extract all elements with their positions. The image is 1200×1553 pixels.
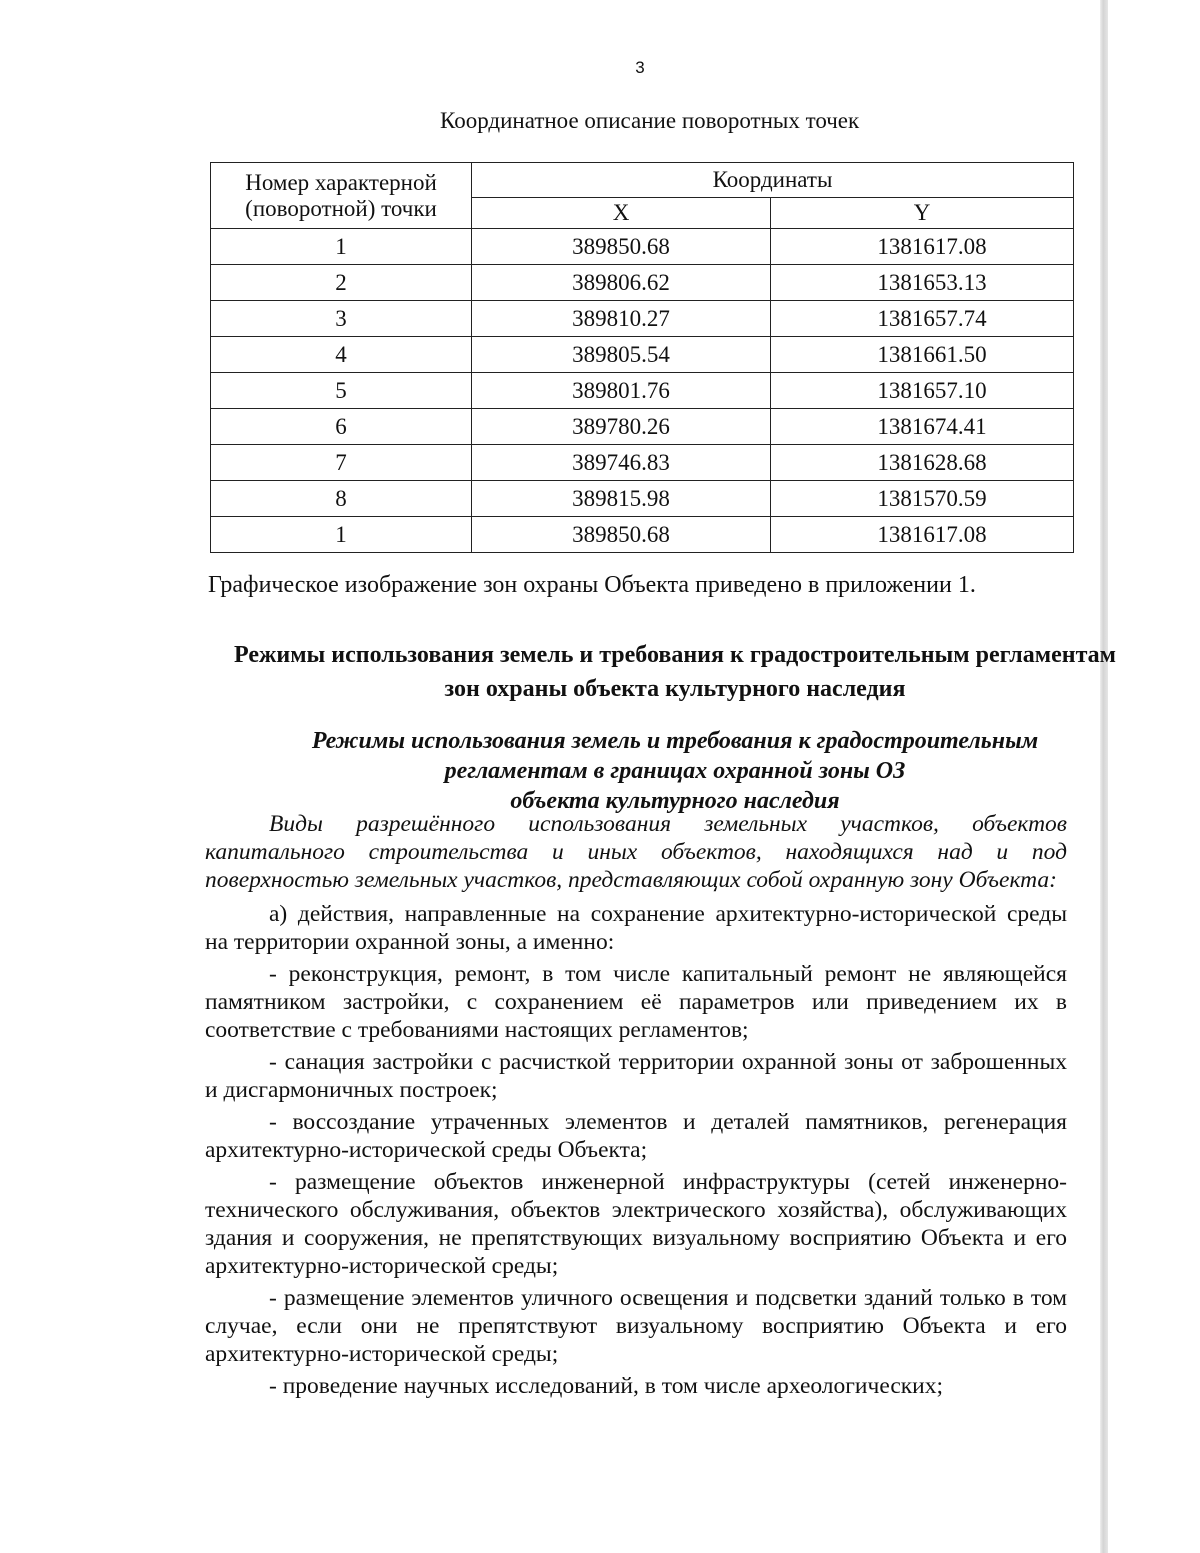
list-item: - размещение объектов инженерной инфраструктуры (сетей инженерно-технического обслуживания, объектов электрического хозяйства), обслуживающих здания и сооружения, не препятствующих визуальному восприятию Объекта и его архитектурно-исторической среды;	[205, 1169, 1067, 1279]
list-item: - реконструкция, ремонт, в том числе капитальный ремонт не являющейся памятником застройки, с сохранением её параметров или приведением их в соответствие с требованиями настоящих регламентов;	[205, 961, 1067, 1043]
cell-point: 6	[211, 409, 472, 445]
cell-x: 389746.83	[472, 445, 771, 481]
list-item: - воссоздание утраченных элементов и деталей памятников, регенерация архитектурно-исторической среды Объекта;	[205, 1109, 1067, 1163]
header-point-number: Номер характерной (поворотной) точки	[211, 163, 472, 229]
subsection-heading	[230, 726, 1120, 816]
section-heading: Режимы использования земель и требования к градостроительным регламентам зон охраны объекта культурного наследия	[233, 642, 1117, 702]
cell-point: 7	[211, 445, 472, 481]
cell-y: 1381617.08	[771, 517, 1074, 553]
subsection-heading-line: объекта культурного наследия	[510, 788, 840, 814]
list-item: - размещение элементов уличного освещения и подсветки зданий только в том случае, если они не препятствуют визуальному восприятию Объекта и его архитектурно-исторической среды;	[205, 1285, 1067, 1367]
coordinates-table	[210, 162, 1074, 553]
cell-y: 1381570.59	[771, 481, 1074, 517]
cell-x: 389801.76	[472, 373, 771, 409]
cell-point: 1	[211, 229, 472, 265]
header-x: X	[472, 198, 771, 229]
header-y: Y	[771, 198, 1074, 229]
page-number: 3	[635, 58, 645, 77]
body-text	[205, 810, 1067, 1404]
cell-y: 1381653.13	[771, 265, 1074, 301]
cell-y: 1381657.74	[771, 301, 1074, 337]
table-row	[211, 337, 1074, 373]
cell-point: 3	[211, 301, 472, 337]
table-row	[211, 517, 1074, 553]
table-row	[211, 481, 1074, 517]
table-row	[211, 265, 1074, 301]
cell-point: 8	[211, 481, 472, 517]
appendix-note: Графическое изображение зон охраны Объекта приведено в приложении 1.	[208, 572, 976, 598]
cell-y: 1381657.10	[771, 373, 1074, 409]
table-row	[211, 373, 1074, 409]
cell-y: 1381628.68	[771, 445, 1074, 481]
cell-point: 2	[211, 265, 472, 301]
cell-point: 1	[211, 517, 472, 553]
subsection-heading-line: Режимы использования земель и требования к градостроительным	[311, 728, 1039, 754]
cell-x: 389850.68	[472, 229, 771, 265]
cell-y: 1381617.08	[771, 229, 1074, 265]
table-row	[211, 445, 1074, 481]
cell-point: 5	[211, 373, 472, 409]
table-title: Координатное описание поворотных точек	[440, 108, 860, 133]
cell-point: 4	[211, 337, 472, 373]
cell-x: 389850.68	[472, 517, 771, 553]
cell-x: 389810.27	[472, 301, 771, 337]
cell-x: 389806.62	[472, 265, 771, 301]
cell-x: 389815.98	[472, 481, 771, 517]
list-item: - проведение научных исследований, в том числе археологических;	[269, 1373, 944, 1399]
table-row	[211, 229, 1074, 265]
cell-y: 1381661.50	[771, 337, 1074, 373]
cell-y: 1381674.41	[771, 409, 1074, 445]
list-item: - санация застройки с расчисткой территории охранной зоны от заброшенных и дисгармоничных построек;	[205, 1049, 1067, 1103]
header-coordinates: Координаты	[472, 163, 1074, 198]
table-row	[211, 301, 1074, 337]
cell-x: 389805.54	[472, 337, 771, 373]
cell-x: 389780.26	[472, 409, 771, 445]
table-row	[211, 409, 1074, 445]
paragraph: а) действия, направленные на сохранение архитектурно-исторической среды на территории охранной зоны, а именно:	[205, 901, 1067, 955]
intro-paragraph: Виды разрешённого использования земельных участков, объектов капитального строительства и иных объектов, находящихся над и под поверхностью земельных участков, представляющих собой охранную зону Объекта:	[205, 811, 1067, 893]
subsection-heading-line: регламентам в границах охранной зоны ОЗ	[444, 758, 906, 784]
